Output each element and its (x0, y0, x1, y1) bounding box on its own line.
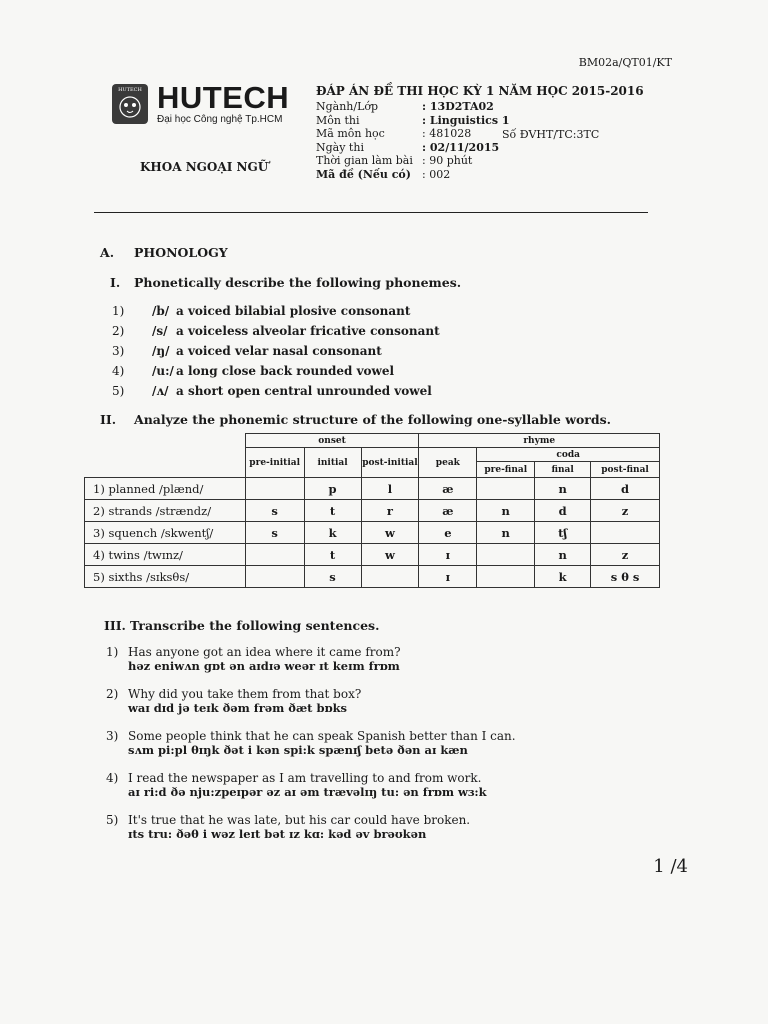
peak-header: peak (419, 448, 477, 478)
list-item (106, 687, 666, 729)
cell (245, 566, 304, 588)
part-number: I. (110, 275, 121, 290)
word-cell: 2) strands /strændz/ (85, 500, 246, 522)
cell: w (361, 522, 419, 544)
table-row (85, 566, 660, 588)
cell: n (535, 544, 591, 566)
phoneme-list (112, 301, 440, 401)
sentence-text: Why did you take them from that box? (128, 687, 362, 701)
cell: s θ s (591, 566, 660, 588)
meta-row (316, 127, 510, 141)
cell: t (304, 544, 361, 566)
meta-row (316, 114, 510, 128)
item-number: 4) (112, 364, 125, 378)
word-cell: 1) planned /plænd/ (85, 478, 246, 500)
header-divider (94, 212, 648, 213)
page-number: 1 /4 (653, 856, 688, 877)
meta-value: : Linguistics 1 (422, 113, 510, 127)
cell: p (304, 478, 361, 500)
faculty-name: KHOA NGOẠI NGỮ (140, 160, 269, 174)
meta-label: Thời gian làm bài (316, 154, 413, 167)
meta-label: Mã đề (Nếu có) (316, 167, 411, 181)
item-number: 1) (106, 645, 119, 659)
item-number: 2) (112, 324, 125, 338)
list-item (112, 341, 440, 361)
cell: æ (419, 500, 477, 522)
coda-header: coda (477, 448, 660, 462)
item-number: 5) (112, 384, 125, 398)
cell: tʃ (535, 522, 591, 544)
cell (245, 544, 304, 566)
meta-value: : 002 (422, 167, 451, 181)
part-title: Analyze the phonemic structure of the following one-syllable words. (134, 412, 612, 427)
cell (361, 566, 419, 588)
cell: n (535, 478, 591, 500)
phoneme: /b/ (152, 304, 170, 318)
phoneme: /s/ (152, 324, 168, 338)
pre-initial-header: pre-initial (245, 448, 304, 478)
cell: ɪ (419, 544, 477, 566)
list-item (112, 361, 440, 381)
meta-label: Mã môn học (316, 127, 385, 140)
list-item (106, 813, 666, 855)
cell: n (477, 500, 535, 522)
sentence-transcription: həz eniwʌn gɒt ən aɪdɪə weər ɪt keɪm frɒm (128, 659, 400, 673)
cell (591, 522, 660, 544)
cell: e (419, 522, 477, 544)
blank-cell (85, 462, 246, 478)
item-number: 3) (112, 344, 125, 358)
cell (477, 544, 535, 566)
part-1-heading (110, 275, 461, 290)
cell: w (361, 544, 419, 566)
document-code: BM02a/QT01/KT (578, 56, 672, 69)
cell: t (304, 500, 361, 522)
part-title: Phonetically describe the following phonemes. (134, 275, 462, 290)
table-header-row (85, 434, 660, 448)
sentence-text: I read the newspaper as I am travelling to and from work. (128, 771, 482, 785)
table-row (85, 544, 660, 566)
word-cell: 5) sixths /sɪksθs/ (85, 566, 246, 588)
phoneme: /u:/ (152, 364, 174, 378)
item-number: 2) (106, 687, 119, 701)
table-row (85, 500, 660, 522)
word-cell: 4) twins /twɪnz/ (85, 544, 246, 566)
exam-meta (316, 100, 510, 181)
list-item (106, 729, 666, 771)
university-logo-icon (112, 84, 148, 124)
part-3-heading (104, 618, 379, 633)
cell: z (591, 500, 660, 522)
meta-row (316, 141, 510, 155)
cell (477, 478, 535, 500)
item-number: 3) (106, 729, 119, 743)
cell: k (535, 566, 591, 588)
cell: n (477, 522, 535, 544)
exam-title: ĐÁP ÁN ĐỀ THI HỌC KỲ 1 NĂM HỌC 2015-2016 (316, 84, 644, 98)
table-row (85, 522, 660, 544)
blank-cell (85, 448, 246, 462)
phonemic-structure-table (84, 433, 660, 588)
phoneme-description: a short open central unrounded vowel (176, 384, 432, 398)
sentence-transcription: ɪts tru: ðəθ i wəz leɪt bət ɪz kɑ: kəd əv brəʊkən (128, 827, 427, 841)
owl-icon (112, 93, 148, 123)
cell (477, 566, 535, 588)
meta-value: : 90 phút (422, 154, 473, 167)
cell: r (361, 500, 419, 522)
meta-label: Ngành/Lớp (316, 100, 379, 113)
phoneme-description: a voiceless alveolar fricative consonant (176, 324, 440, 338)
list-item (106, 645, 666, 687)
meta-label: Ngày thi (316, 140, 364, 154)
meta-value: : 02/11/2015 (422, 140, 500, 154)
list-item (112, 321, 440, 341)
cell: s (245, 522, 304, 544)
word-cell: 3) squench /skwentʃ/ (85, 522, 246, 544)
item-number: 1) (112, 304, 125, 318)
sentence-text: Has anyone got an idea where it came from? (128, 645, 401, 659)
section-title: PHONOLOGY (134, 245, 228, 260)
meta-row (316, 100, 510, 114)
item-number: 5) (106, 813, 119, 827)
cell: s (304, 566, 361, 588)
phoneme: /ŋ/ (152, 344, 170, 358)
cell (245, 478, 304, 500)
onset-header: onset (245, 434, 419, 448)
logo-badge-text: HUTECH (118, 87, 142, 93)
post-final-header: post-final (591, 462, 660, 478)
part-2-heading (100, 412, 611, 427)
cell: s (245, 500, 304, 522)
sentence-transcription: sʌm pi:pl θɪŋk ðət i kən spi:k spænɪʃ betə ðən aɪ kæn (128, 743, 468, 757)
table-row (85, 478, 660, 500)
rhyme-header: rhyme (419, 434, 660, 448)
blank-cell (85, 434, 246, 448)
meta-value: : 13D2TA02 (422, 100, 494, 113)
list-item (106, 771, 666, 813)
phoneme-description: a long close back rounded vowel (176, 364, 395, 378)
post-initial-header: post-initial (361, 448, 419, 478)
sentence-list (106, 645, 666, 855)
initial-header: initial (304, 448, 361, 478)
item-number: 4) (106, 771, 119, 785)
final-header: final (535, 462, 591, 478)
cell: k (304, 522, 361, 544)
sentence-transcription: waɪ dɪd jə teɪk ðəm frəm ðæt bɒks (128, 701, 348, 715)
cell: l (361, 478, 419, 500)
logo-wordmark: HUTECH (157, 80, 290, 115)
sentence-transcription: aɪ ri:d ðə nju:zpeɪpər əz aɪ əm trævəlɪŋ tu: ən frɒm wɜ:k (128, 785, 487, 799)
phoneme-description: a voiced velar nasal consonant (176, 344, 382, 358)
credit-info: Số ĐVHT/TC:3TC (502, 128, 600, 141)
part-number: III. (104, 618, 126, 633)
cell: æ (419, 478, 477, 500)
meta-value: : 481028 (422, 127, 472, 140)
phoneme-description: a voiced bilabial plosive consonant (176, 304, 411, 318)
meta-label: Môn thi (316, 113, 360, 127)
pre-final-header: pre-final (477, 462, 535, 478)
logo-subtitle: Đại học Công nghệ Tp.HCM (157, 114, 283, 125)
cell: d (591, 478, 660, 500)
cell: d (535, 500, 591, 522)
list-item (112, 381, 440, 401)
list-item (112, 301, 440, 321)
part-number: II. (100, 412, 117, 427)
table-header-row (85, 448, 660, 462)
sentence-text: It's true that he was late, but his car could have broken. (128, 813, 471, 827)
meta-row (316, 154, 510, 168)
sentence-text: Some people think that he can speak Spanish better than I can. (128, 729, 516, 743)
cell: z (591, 544, 660, 566)
phoneme: /ʌ/ (152, 384, 169, 398)
part-title: Transcribe the following sentences. (130, 618, 380, 633)
meta-row (316, 168, 510, 182)
cell: ɪ (419, 566, 477, 588)
section-a-heading (100, 245, 228, 260)
section-letter: A. (100, 245, 115, 260)
